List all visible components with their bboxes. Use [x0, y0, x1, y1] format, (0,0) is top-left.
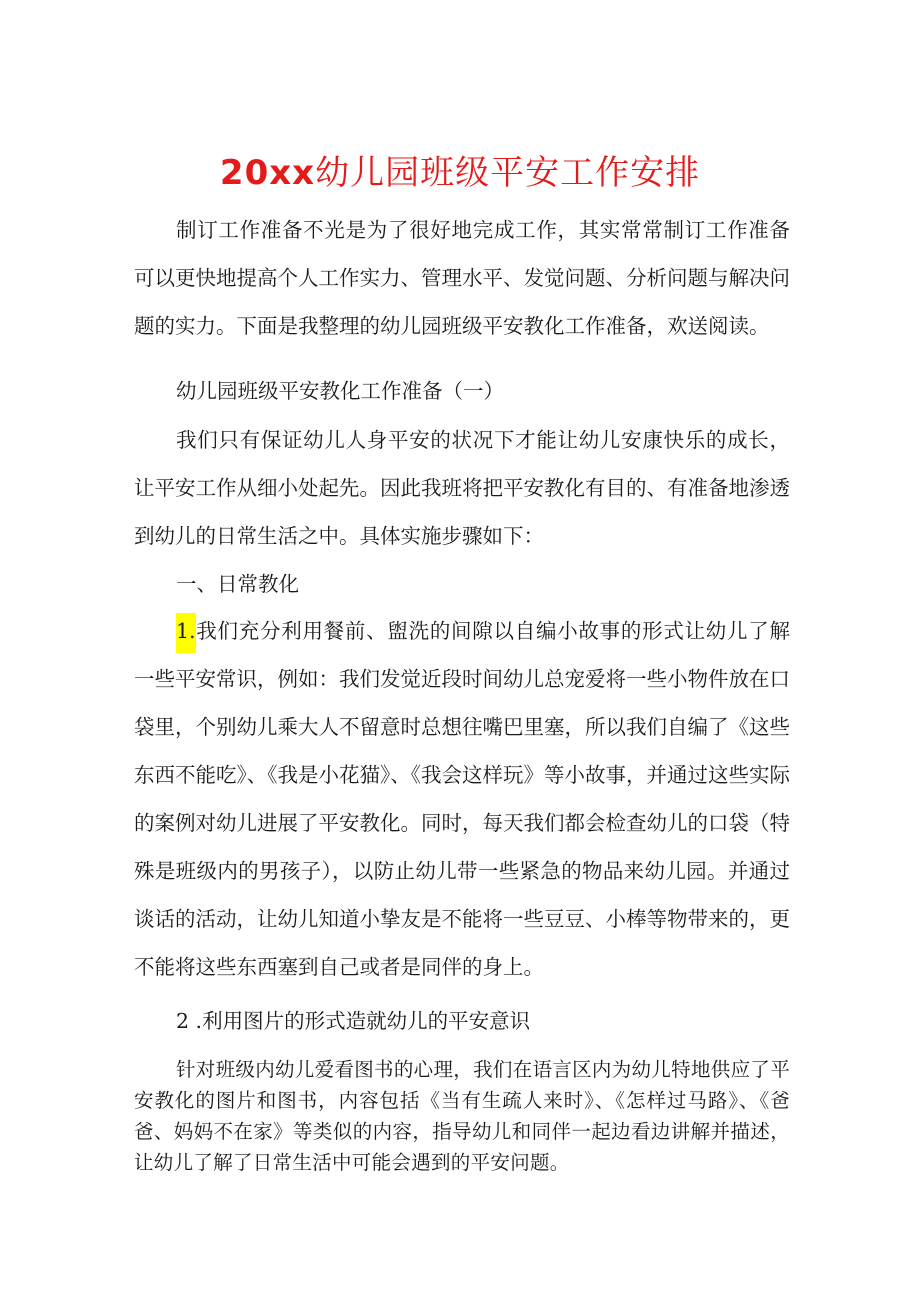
item2-heading: 2 .利用图片的形式造就幼儿的平安意识	[176, 1009, 531, 1033]
intro-paragraph: 制订工作准备不光是为了很好地完成工作，其实常常制订工作准备可以更快地提高个人工作实力、管理水平、发觉问题、分析问题与解决问题的实力。下面是我整理的幼儿园班级平安教化工作准备，欢送阅读。	[134, 218, 790, 338]
title-number: 20xx	[219, 153, 316, 193]
title-text: 幼儿园班级平安工作安排	[315, 153, 701, 193]
item1-paragraph	[134, 607, 790, 991]
document-title	[0, 145, 920, 194]
part1-heading: 一、日常教化	[176, 572, 299, 596]
section-intro-paragraph: 我们只有保证幼儿人身平安的状况下才能让幼儿安康快乐的成长，让平安工作从细小处起先。因此我班将把平安教化有目的、有准备地渗透到幼儿的日常生活之中。具体实施步骤如下：	[134, 428, 790, 548]
section-heading: 幼儿园班级平安教化工作准备（一）	[176, 379, 504, 403]
item1-number-highlight: 1.	[176, 613, 196, 653]
item2-paragraph: 针对班级内幼儿爱看图书的心理，我们在语言区内为幼儿特地供应了平安教化的图片和图书，内容包括《当有生疏人来时》、《怎样过马路》、《爸爸、妈妈不在家》等类似的内容，指导幼儿和同伴一起边看边讲解并描述，让幼儿了解了日常生活中可能会遇到的平安问题。	[134, 1058, 790, 1174]
item1-text: 我们充分利用餐前、盥洗的间隙以自编小故事的形式让幼儿了解一些平安常识，例如：我们发觉近段时间幼儿总宠爱将一些小物件放在口袋里，个别幼儿乘大人不留意时总想往嘴巴里塞，所以我们自编了《这些东西不能吃》、《我是小花猫》、《我会这样玩》等小故事，并通过这些实际的案例对幼儿进展了平安教化。同时，每天我们都会检查幼儿的口袋（特殊是班级内的男孩子），以防止幼儿带一些紧急的物品来幼儿园。并通过谈话的活动，让幼儿知道小挚友是不能将一些豆豆、小棒等物带来的，更不能将这些东西塞到自己或者是同伴的身上。	[134, 619, 790, 979]
